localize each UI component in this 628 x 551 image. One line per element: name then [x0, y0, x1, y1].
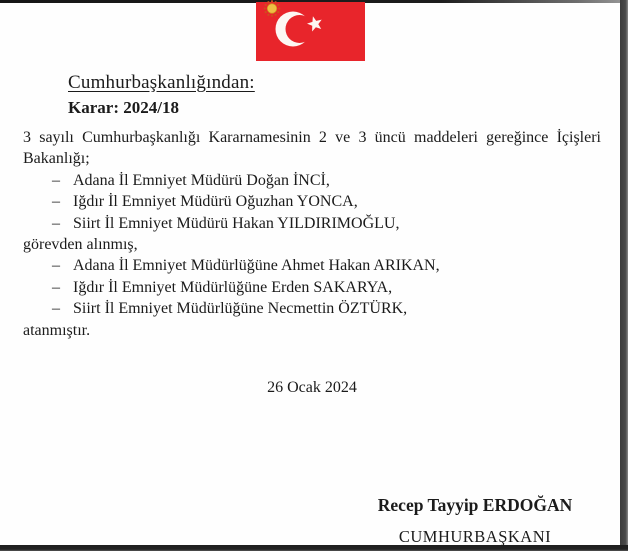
- signatory-name: Recep Tayyip ERDOĞAN: [377, 495, 573, 515]
- presidential-sun-emblem-icon: [262, 0, 282, 17]
- intro-line-1: 3 sayılı Cumhurbaşkanlığı Kararnamesinin 2 ve 3 üncü maddeleri gereğince İçişleri: [23, 129, 601, 146]
- decision-number: Karar: 2024/18: [68, 98, 179, 117]
- scan-edge-right: [620, 0, 628, 551]
- dash-bullet: –: [52, 300, 60, 318]
- issuer-heading: Cumhurbaşkanlığından:: [68, 72, 255, 93]
- appointed-item: [23, 255, 601, 276]
- dismissed-item: [23, 191, 601, 212]
- appointed-item: [23, 298, 601, 319]
- appointed-item: [23, 277, 601, 298]
- appointed-item-text: Adana İl Emniyet Müdürlüğüne Ahmet Hakan ARIKAN,: [73, 257, 440, 275]
- scan-edge-bottom: [0, 545, 628, 551]
- decree-body: [23, 127, 601, 341]
- appointed-item-text: Siirt İl Emniyet Müdürlüğüne Necmettin ÖZTÜRK,: [73, 300, 408, 318]
- dash-bullet: –: [52, 278, 60, 296]
- dismissed-item-text: Iğdır İl Emniyet Müdürü Oğuzhan YONCA,: [73, 193, 358, 211]
- decree-date: 26 Ocak 2024: [267, 379, 357, 396]
- signatory-title: CUMHURBAŞKANI: [398, 527, 552, 546]
- dash-bullet: –: [52, 257, 60, 275]
- dash-bullet: –: [52, 171, 60, 189]
- appointed-closing: atanmıştır.: [23, 321, 91, 339]
- dismissed-item-text: Adana İl Emniyet Müdürü Doğan İNCİ,: [73, 171, 330, 189]
- dismissed-closing: görevden alınmış,: [23, 236, 138, 254]
- dismissed-item: [23, 213, 601, 234]
- intro-line-2: Bakanlığı;: [23, 150, 90, 168]
- dismissed-item: [23, 170, 601, 191]
- dash-bullet: –: [52, 193, 60, 211]
- dash-bullet: –: [52, 214, 60, 232]
- appointed-item-text: Iğdır İl Emniyet Müdürlüğüne Erden SAKARYA,: [73, 278, 393, 296]
- dismissed-item-text: Siirt İl Emniyet Müdürü Hakan YILDIRIMOĞLU,: [73, 214, 400, 232]
